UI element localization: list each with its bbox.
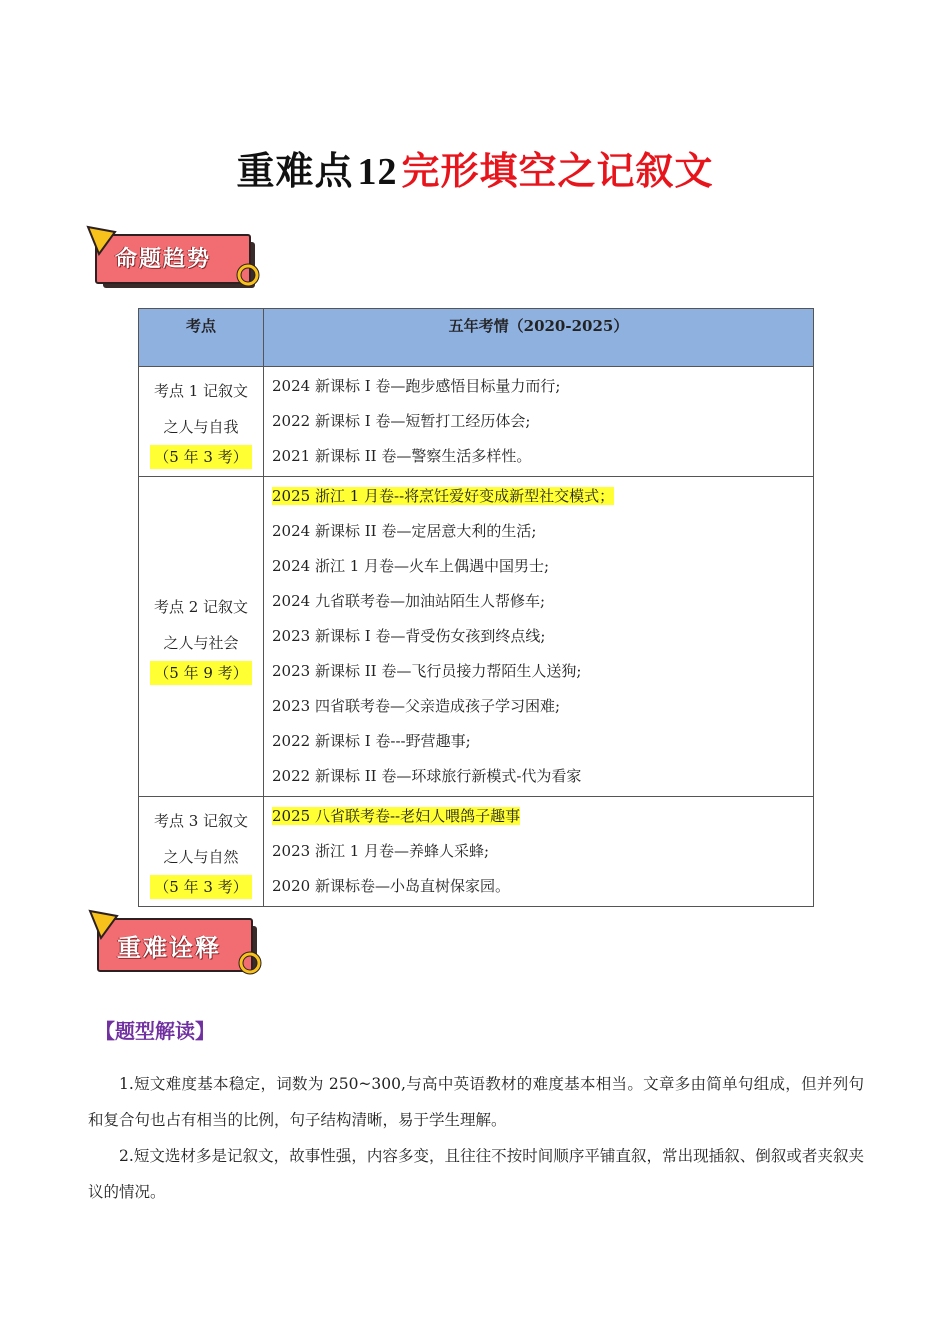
exam-item: 2021 新课标 II 卷—警察生活多样性。 xyxy=(272,447,532,465)
kaodian-line2: 之人与社会 xyxy=(163,633,239,652)
table-header-row xyxy=(139,309,814,367)
exam-item: 2024 浙江 1 月卷—火车上偶遇中国男士; xyxy=(272,557,550,575)
trend-banner-label: 命题趋势 xyxy=(115,247,212,272)
highlighted-text: 2025 浙江 1 月卷--将烹饪爱好变成新型社交模式； xyxy=(272,487,615,505)
kaodian-line2: 之人与自我 xyxy=(163,418,239,436)
kaodian-cell xyxy=(139,477,264,797)
count-badge: （5 年 3 考） xyxy=(150,875,251,899)
count-badge: （5 年 3 考） xyxy=(150,445,251,469)
trend-banner xyxy=(95,234,265,294)
exam-item: 2023 浙江 1 月卷—养蜂人采蜂; xyxy=(272,842,490,860)
kaodian-line1: 考点 1 记叙文 xyxy=(153,382,249,400)
exam-item: 2023 新课标 II 卷—飞行员接力帮陌生人送狗; xyxy=(272,662,582,680)
title-part1: 重难点 xyxy=(236,149,354,193)
exam-list xyxy=(264,367,814,477)
exam-item xyxy=(272,799,805,834)
paragraph: 1.短文难度基本稳定，词数为 250~300,与高中英语教材的难度基本相当。文章多由简单句组成，但并列句和复合句也占有相当的比例，句子结构清晰，易于学生理解。 xyxy=(88,1075,864,1129)
table-row xyxy=(139,477,814,797)
exam-item: 2022 新课标 I 卷—短暂打工经历体会; xyxy=(272,412,531,430)
title-part2: 完形填空之记叙文 xyxy=(401,149,714,193)
trend-table xyxy=(138,308,814,907)
exam-list xyxy=(264,477,814,797)
kaodian-line2: 之人与自然 xyxy=(163,848,239,866)
flag-icon xyxy=(87,908,121,942)
ring-icon xyxy=(237,950,263,976)
section-heading: 【题型解读】 xyxy=(95,1019,215,1043)
explain-banner-label: 重难诠释 xyxy=(117,934,221,962)
header-kaodian: 考点 xyxy=(139,309,264,367)
header-wunian: 五年考情（2020-2025） xyxy=(264,309,814,367)
exam-item: 2024 九省联考卷—加油站陌生人帮修车; xyxy=(272,592,545,610)
kaodian-cell xyxy=(139,797,264,907)
title-number: 12 xyxy=(357,151,398,193)
exam-item xyxy=(272,479,805,514)
exam-list xyxy=(264,797,814,907)
ring-icon xyxy=(235,262,261,288)
table-row xyxy=(139,367,814,477)
exam-item: 2022 新课标 II 卷—环球旅行新模式-代为看家 xyxy=(272,767,582,785)
exam-item: 2023 新课标 I 卷—背受伤女孩到终点线; xyxy=(272,627,546,645)
exam-item: 2022 新课标 I 卷---野营趣事; xyxy=(272,732,471,750)
exam-item: 2023 四省联考卷—父亲造成孩子学习困难; xyxy=(272,697,560,715)
exam-item: 2024 新课标 I 卷—跑步感悟目标量力而行; xyxy=(272,377,561,395)
highlighted-text: 2025 八省联考卷--老妇人喂鸽子趣事 xyxy=(272,807,521,825)
paragraph: 2.短文选材多是记叙文，故事性强，内容多变，且往往不按时间顺序平铺直叙，常出现插叙、倒叙或者夹叙夹议的情况。 xyxy=(88,1147,864,1201)
exam-item: 2024 新课标 II 卷—定居意大利的生活; xyxy=(272,522,537,540)
exam-item: 2020 新课标卷—小岛直树保家园。 xyxy=(272,877,510,895)
explain-banner xyxy=(97,918,267,978)
count-badge: （5 年 9 考） xyxy=(150,661,251,685)
page-title xyxy=(0,140,950,195)
kaodian-line1: 考点 2 记叙文 xyxy=(153,597,249,616)
kaodian-cell xyxy=(139,367,264,477)
flag-icon xyxy=(85,224,119,258)
table-row xyxy=(139,797,814,907)
kaodian-line1: 考点 3 记叙文 xyxy=(153,812,249,830)
